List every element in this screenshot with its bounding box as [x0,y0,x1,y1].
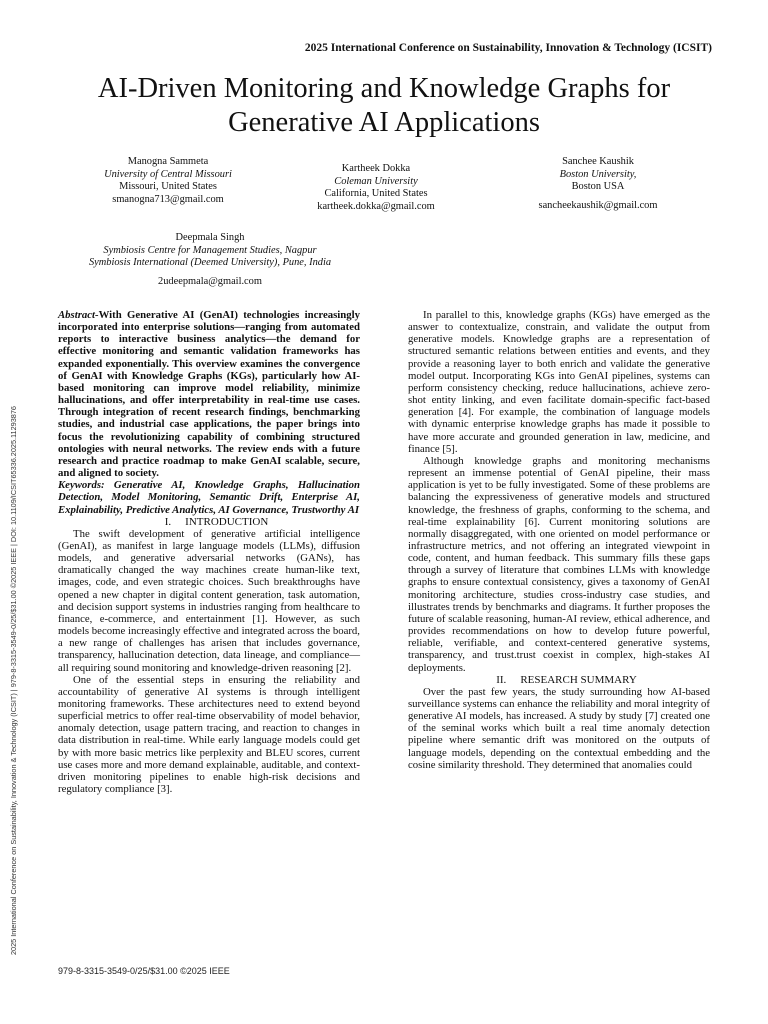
author-email: smanogna713@gmail.com [112,193,224,205]
section-title: RESEARCH SUMMARY [520,673,637,686]
author-location: Missouri, United States [119,181,217,193]
author-name: Deepmala Singh [175,232,245,243]
section-heading-introduction [58,516,360,528]
paper-title [40,72,728,140]
author-affiliation: University of Central Missouri [104,168,232,180]
author-email: sancheekaushik@gmail.com [538,199,658,211]
conference-header: 2025 International Conference on Sustainability, Innovation & Technology (ICSIT) [304,42,712,54]
keywords: Keywords: Generative AI, Knowledge Graphs, Hallucination Detection, Model Monitoring, Semantic Drift, Enterprise AI, Explainability, Predictive Analytics, AI Governance, Trustworthy AI [58,479,360,516]
paper-title-line-1: AI-Driven Monitoring and Knowledge Graphs for [97,73,671,104]
left-column [58,309,360,795]
author-affiliation: Symbiosis Centre for Management Studies, Nagpur [103,244,317,256]
sidebar-citation-text: 2025 International Conference on Sustainability, Innovation & Technology (ICSIT) | 979-8-3315-3549-0/25/$31.00 ©2025 IEEE | DOI: 10.1109/ICSIT65336.2025.11293876 [9,406,18,955]
author-affiliation: Coleman University [334,175,418,187]
author-block-2 [276,163,476,213]
right-column [408,309,710,771]
author-email: 2udeepmala@gmail.com [158,275,262,287]
section-number: I. [164,515,172,528]
author-affiliation: Boston University, [559,168,637,180]
section-number: II. [496,673,507,686]
author-block-4 [58,232,362,288]
author-name: Kartheek Dokka [341,163,411,174]
author-name: Sanchee Kaushik [562,156,634,167]
author-location: California, United States [324,188,428,200]
paragraph: One of the essential steps in ensuring the reliability and accountability of generative AI systems is through intelligent monitoring frameworks. These architectures need to extend beyond superficial metrics to offer real-time observability of model behavior, anomaly detection, usage pattern tracing, and reaction to changes in data distribution in real-time. While early language models could get by with more basic metrics like perplexity and BLEU scores, current use cases more and more demand explainable, auditable, and context-driven monitoring pipelines to enable high-risk decisions and regulatory compliance [3]. [58,673,360,796]
author-name: Manogna Sammeta [127,156,209,167]
paragraph: The swift development of generative artificial intelligence (GenAI), as manifest in large language models (LLMs), diffusion models, and generative adversarial networks (GANs), has dramatically changed the way machines create human-like text, images, code, and even strategic choices. Such breakthroughs have opened a new chapter in digital content generation, task automation, and decision support systems in industries ranging from healthcare to finance, e-commerce, and entertainment [1]. However, as such models become increasingly effective and integrated across the board, a new range of challenges has arisen that includes governance, transparency, hallucination detection, data lineage, and compliance—all requiring sound monitoring and knowledge-driven reasoning [2]. [58,527,360,674]
paragraph: Over the past few years, the study surrounding how AI-based surveillance systems can enhance the reliability and moral integrity of generative AI models, has increased. A study by study [7] created one of the seminal works which built a real time anomaly detection pipeline where semantic drift was monitored on the outputs of language models, depending on the contextual embedding and the cosine similarity threshold. They determined that anomalies could [408,685,710,771]
abstract-body: With Generative AI (GenAI) technologies increasingly incorporated into enterprise solutions—ranging from automated reports to interactive business analytics—the demand for effective monitoring and semantic validation frameworks has expanded exponentially. This overview examines the convergence of GenAI with Knowledge Graphs (KGs), particularly how AI-based monitoring can improve model reliability, minimize hallucinations, and offer interpretability in real-time use cases. Through integration of recent research findings, benchmarking studies, and industrial case applications, the paper brings into focus the revolutionizing capability of combining structured ontologies with neural networks. The review ends with a future research and practice roadmap to make GenAI scalable, secure, and aligned to society. [58,309,360,480]
abstract-lead: Abstract- [58,309,99,321]
section-title: INTRODUCTION [185,515,269,528]
abstract [58,309,360,479]
paragraph: In parallel to this, knowledge graphs (KGs) have emerged as the answer to contextualize, constrain, and validate the output from generative models. Knowledge graphs are a representation of structured semantic relations between entities and events, and they provide a reasoning layer to both enrich and validate the generative model output. Incorporating KGs into GenAI pipelines, systems can perform consistency checking, reduce hallucinations, achieve zero-shot entity linking, and even facilitate domain-specific fact-based generation [4]. For example, the combination of language models with dynamic enterprise knowledge graphs has made it possible to have more accurate and grounded generation in law, medicine, and finance [5]. [408,309,710,455]
author-affiliation-2: Symbiosis International (Deemed University), Pune, India [88,257,332,269]
author-location: Boston USA [571,181,625,193]
paragraph: Although knowledge graphs and monitoring mechanisms represent an immense potential of GenAI pipeline, their mass application is yet to be fully investigated. Some of these problems are balancing the expressiveness of generative models and structured knowledge, the freshness of graphs, conforming to the schema, and real-time explainability [6]. Current monitoring solutions are normally disaggregated, with one oriented on model performance or infrastructure metrics, and not offering an integrated viewpoint in code, content, and human feedback. This summary fills these gaps through a survey of literature that combines LLMs with knowledge graphs to ensure contextual consistency, gives a taxonomy of GenAI monitoring architecture, studies cross-industry case studies, and illustrates trends by benchmarks and diagrams. It further proposes the future of scalable reasoning, human-AI review, ethical adherence, and provides recommendations on how to develop future powerful, reliable, verifiable, and context-centered generative systems, transparency, and trust.trust coexist in complex, high-stakes AI deployments. [408,454,710,674]
paper-title-line-2: Generative AI Applications [228,107,540,138]
author-block-1 [68,156,268,206]
author-block-3 [498,156,698,212]
sidebar-citation [0,0,26,1024]
author-email: kartheek.dokka@gmail.com [317,200,435,212]
page-footer: 979-8-3315-3549-0/25/$31.00 ©2025 IEEE [58,966,230,976]
section-heading-research-summary [408,674,710,686]
